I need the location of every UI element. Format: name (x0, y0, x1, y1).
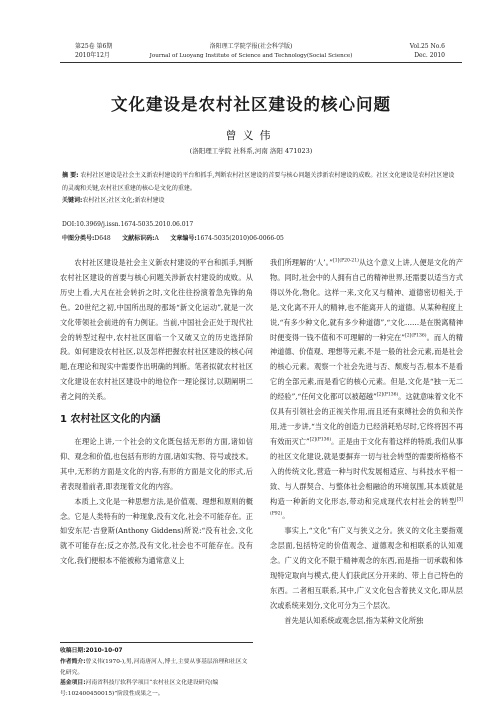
article-number-value: 1674-5035(2010)06-0066-05 (196, 235, 284, 242)
clc-value: D648 (94, 235, 111, 242)
header-date-en: Dec. 2010 (414, 52, 445, 59)
doc-code-label: 文献标识码: (122, 235, 155, 242)
text-run: 。而人的精神道德、价值观、理想等元素,不是一般的社会元素,而是社会的核心元素。观察一个社会先进与否、颓废与否,根本不是看它的全部元素,而是看它的核心元素。但是,文化是“独一无二的经验”,“任何文化都可以被超越” (270, 332, 463, 402)
article-number-label: 文章编号: (170, 235, 197, 242)
text-run: 我们所理解的‘人’。” (270, 258, 333, 267)
header-rule (60, 62, 462, 63)
citation: [2](P136) (404, 333, 427, 339)
author-info: 曾义伟(1970-),男,河南唐河人,博士,主要从事基层治理和社区文化研究。 (60, 658, 248, 676)
citation: [2](P136) (376, 392, 399, 398)
section-heading: 1 农村社区文化的内涵 (60, 414, 161, 426)
footnote (60, 642, 253, 700)
text-run: 。 (282, 511, 290, 521)
article-author: 曾义伟 (225, 129, 277, 142)
received-date: 收稿日期:2010-10-07 (60, 648, 123, 654)
header-journal-en: Journal of Luoyang Institute of Science and Technology(Social Science) (149, 53, 353, 59)
keywords-text: 农村社区;社区文化;新农村建设 (82, 197, 165, 204)
abstract-text: 农村社区建设是社会主义新农村建设的平台和抓手,判断农村社区建设的首要与核心问题关涉新农村建设的成败。社区文化建设是农村社区建设的灵魂和关键,农村社区重建的核心是文化的重建。 (62, 172, 455, 192)
body-paragraph: 事实上,“文化”有广义与狭义之分。狭义的文化主要指观念层面,包括特定的价值观念、道德观念和相联系的认知观念。广义的文化不限于精神观念的东西,而是指一切承载和体现特定取向与模式,使人们获此区分开来的、带上自己特色的东西。二者相互联系,其中,广义文化包含着狭义文化,即从层次或系统来划分,文化可分为三个层次。 (270, 526, 463, 610)
body-paragraph: 首先是认知系统或观念层,指为某种文化所独 (284, 615, 424, 625)
body-paragraph: 农村社区建设是社会主义新农村建设的平台和抓手,判断农村社区建设的首要与核心问题关涉新农村建设的成败。从历史上看,大凡在社会转折之时,文化往往扮演着急先锋的角色。20世纪之初,中国所出现的那场“新文化运动”,就是一次文化带领社会前进的有力例证。当前,中国社会正处于现代社会的转型过程中,农村社区面临一个又破又立的历史选择阶段。如何建设农村社区,以及怎样把握农村社区建设的核心问题,在理论和现实中需要作出明确的判断。笔者拟就农村社区文化建设在农村社区建设中的地位作一理论探讨,以期阐明二者之间的关系。 (60, 258, 253, 402)
header-date: 2010年12月 (75, 52, 110, 59)
citation: [1](P20-21) (332, 258, 359, 264)
abstract (62, 170, 460, 208)
abstract-label: 摘 要: (62, 172, 79, 179)
header-volume-en: Vol.25 No.6 (409, 43, 445, 50)
classification-line (62, 233, 284, 242)
keywords-label: 关键词: (62, 197, 83, 204)
body-column-left (60, 256, 253, 569)
body-column-right (270, 256, 463, 629)
fund-label: 基金项目: (60, 680, 86, 687)
article-title: 文化建设是农村社区建设的核心问题 (111, 95, 391, 114)
header-volume: 第25卷 第6期 (75, 43, 113, 50)
body-paragraph: 在理论上讲,一个社会的文化既包括无形的方面,诸如信仰、观念和价值,也包括有形的方面,诸如实物、符号或技术。其中,无形的方面是文化的内容,有形的方面是文化的形式,后者表现着前者,即表现着文化的内容。 (60, 436, 253, 491)
citation: [2](P136) (309, 437, 332, 443)
text-run: 从这个意义上讲,人便是文化的产物。同时,社会中的人拥有自己的精神世界,还需要以适当方式得以外化,物化。这样一来,文化又与精神、道德密切相关,于是,文化离不开人的精神,也不能离开人的道德。从某种程度上说,“有多少种文化,就有多少种道德”,“文化……是在脱离精神时便变得一钱不值和不可理解的一种完在” (270, 258, 463, 342)
author-affiliation: (洛阳理工学院 社科系,河南 洛阳 471023) (189, 147, 313, 155)
body-paragraph: 本质上,文化是一种思想方法,是价值观、理想和原则的概念。它是人类特有的一种现象,没有文化,社会不可能存在。正如安东尼·吉登斯(Anthony Giddens)所说:“没有社会,文化就不可能存在;反之亦然,没有文化,社会也不可能存在。没有文化,我们便根本不能被称为通常意义上 (60, 496, 253, 566)
text-run: 。这就意味着文化不仅具有引领社会的正视关作用,而且还有束缚社会的负和关作用,进一步讲,“当文化的创造力已经消耗殆尽时,它终将因不再有效而灭亡” (270, 392, 463, 446)
author-info-label: 作者简介: (60, 658, 86, 665)
clc-label: 中图分类号: (62, 235, 95, 242)
body-paragraph (270, 256, 463, 524)
header-journal-cn: 洛阳理工学院学报(社会科学版) (209, 43, 293, 50)
doc-code-value: A (154, 235, 159, 242)
citation: [3](P92) (270, 497, 463, 518)
doi-line: DOI:10.3969/j.issn.1674-5035.2010.06.017 (62, 221, 194, 228)
fund-info: 河南省科技厅软科学项目“农村社区文化建设研究(编号:102400450015)”阶段性成果之一。 (60, 680, 219, 698)
text-run: 。正是由于文化有着这样的特质,我们从事的社区文化建设,就是要摒弃一切与社会转型的需要所格格不入的传统文化,营造一种与时代发展相适应、与科技水平相一致、与人群契合、与整体社会相融洽的环境氛围,其本质就是构造一种新的文化形态,带动和完成现代农村社会的转型 (270, 436, 463, 506)
